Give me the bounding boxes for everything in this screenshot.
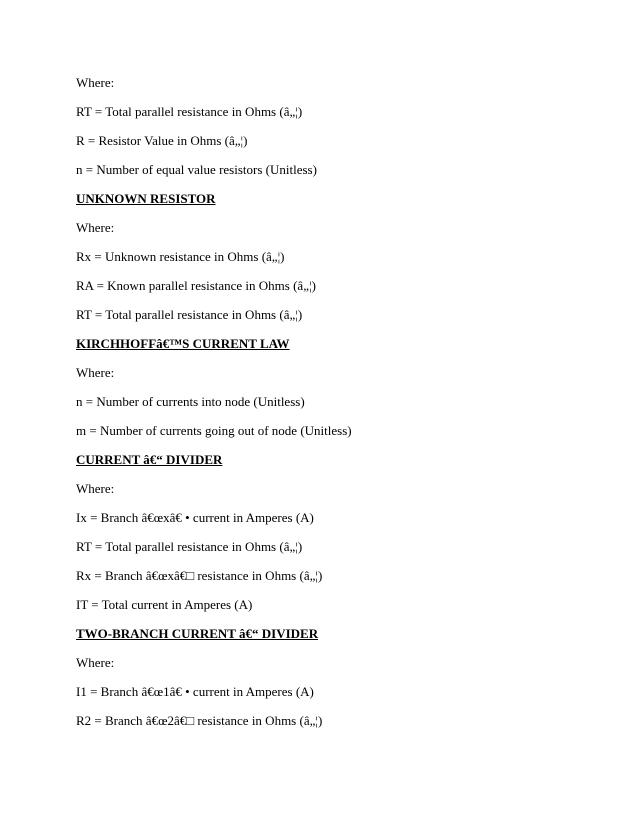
text-line: Where: (76, 220, 115, 235)
text-line: I1 = Branch â€œ1â€ • current in Amperes (A) (76, 684, 314, 699)
text-line: IT = Total current in Amperes (A) (76, 597, 253, 612)
section-heading: TWO-BRANCH CURRENT â€“ DIVIDER (76, 626, 319, 641)
section-heading: KIRCHHOFFâ€™S CURRENT LAW (76, 336, 290, 351)
text-line: Where: (76, 75, 115, 90)
text-line: m = Number of currents going out of node (Unitless) (76, 423, 352, 438)
text-line: Where: (76, 655, 115, 670)
text-line: n = Number of equal value resistors (Unitless) (76, 162, 317, 177)
text-line: Ix = Branch â€œxâ€ • current in Amperes (A) (76, 510, 314, 525)
section-heading: UNKNOWN RESISTOR (76, 191, 216, 206)
text-line: RT = Total parallel resistance in Ohms (â„¦) (76, 539, 303, 554)
text-line: R = Resistor Value in Ohms (â„¦) (76, 133, 248, 148)
text-line: Where: (76, 481, 115, 496)
text-line: n = Number of currents into node (Unitless) (76, 394, 305, 409)
text-line: RA = Known parallel resistance in Ohms (â„¦) (76, 278, 316, 293)
text-line: RT = Total parallel resistance in Ohms (â„¦) (76, 104, 303, 119)
text-line: Where: (76, 365, 115, 380)
text-line: Rx = Unknown resistance in Ohms (â„¦) (76, 249, 285, 264)
text-line: Rx = Branch â€œxâ€□ resistance in Ohms (â„¦) (76, 568, 323, 583)
text-line: R2 = Branch â€œ2â€□ resistance in Ohms (â„¦) (76, 713, 323, 728)
section-heading: CURRENT â€“ DIVIDER (76, 452, 223, 467)
text-line: RT = Total parallel resistance in Ohms (â„¦) (76, 307, 303, 322)
